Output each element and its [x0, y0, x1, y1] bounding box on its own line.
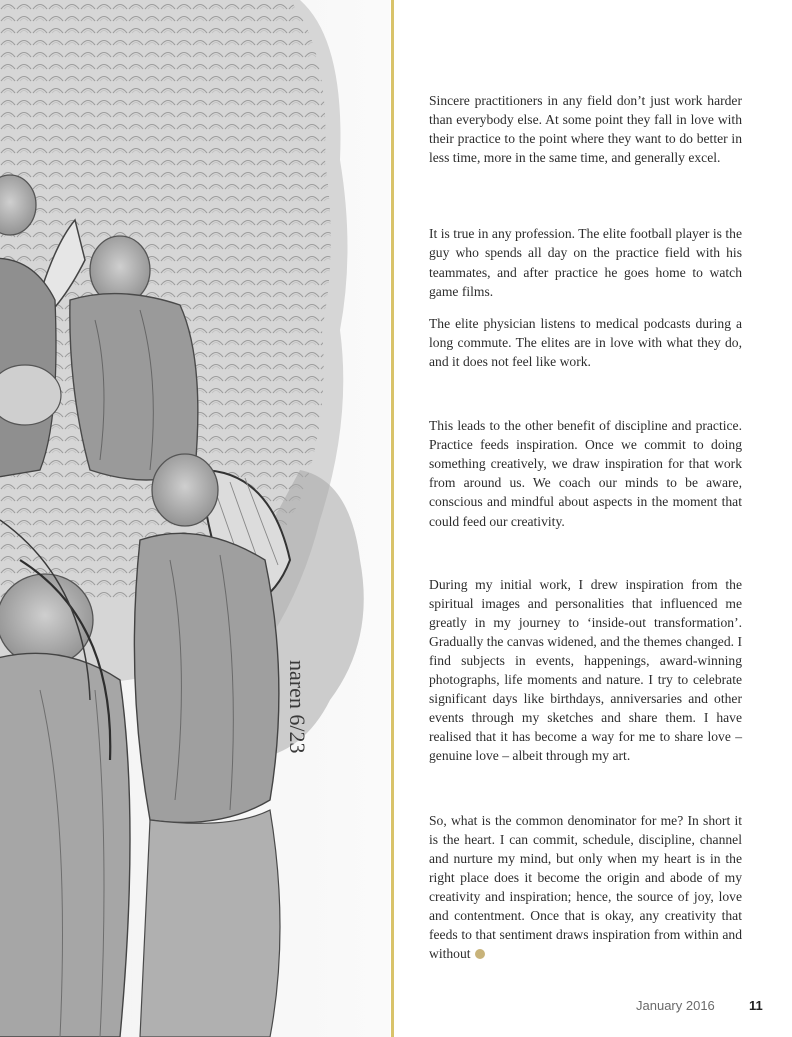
article-text-column — [429, 91, 742, 963]
paragraph-4: This leads to the other benefit of discipline and practice. Practice feeds inspiration. Once we commit to doing something creatively, we draw inspiration for that work from around us. We coach our minds to be aware, conscious and mindful about aspects in the moment that could feed our creativity. — [429, 418, 742, 529]
paragraph-1: Sincere practitioners in any field don’t just work harder than everybody else. At some point they fall in love with their practice to the point where they want to do better in less time, more in the same time, and generally excel. — [429, 93, 742, 166]
footer-issue-date: January 2016 — [636, 998, 715, 1013]
artist-signature: naren 6/23 — [285, 660, 310, 754]
paragraph-2: It is true in any profession. The elite football player is the guy who spends all day on the practice field with his teammates, and after practice he goes home to watch game films. — [429, 226, 742, 299]
sketch-drawing — [0, 0, 390, 1037]
paragraph-3: The elite physician listens to medical podcasts during a long commute. The elites are in love with what they do, and it does not feel like work. — [429, 315, 742, 369]
paragraph-6 — [429, 811, 742, 964]
gold-divider-rule — [391, 0, 394, 1037]
paragraph-6-text: So, what is the common denominator for me? In short it is the heart. I can commit, schedule, discipline, channel and nurture my mind, but only when my heart is in the right place does it become the origin and abode of my creativity and inspiration; hence, the source of joy, love and contentment. Once that is okay, any creativity that feeds to that sentiment draws inspiration from within and without — [429, 812, 742, 962]
end-of-article-dot-icon — [475, 949, 485, 959]
paragraph-5: During my initial work, I drew inspiration from the spiritual images and personalities that influenced me greatly in my journey to ‘inside-out transformation’. Gradually the canvas widened, and the themes changed. I find subjects in events, happenings, award-winning photographs, life moments and nature. I try to celebrate significant days like birthdays, anniversaries and other events through my sketches and share them. I have realised that it has become a way for me to share love – genuine love – albeit through my art. — [429, 576, 742, 764]
pencil-sketch-artwork — [0, 0, 390, 1037]
footer-page-number: 11 — [749, 998, 763, 1013]
